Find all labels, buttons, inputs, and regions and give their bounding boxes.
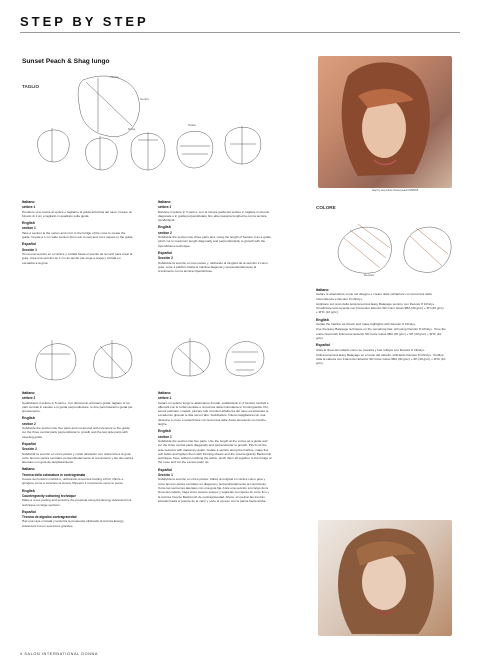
color-diagram bbox=[330, 212, 456, 278]
section-heading: settore 2 bbox=[158, 205, 172, 210]
section-heading: Countergravity cottoning technique bbox=[22, 493, 77, 498]
body-text: Haz una raya cruzada y texturiza la propuesta utilizando la técnica Energy Advanced Cut en secciones grandes. bbox=[22, 519, 124, 528]
language-heading: Español bbox=[158, 250, 172, 255]
page-footer: 4 SALON INTERNATIONAL DONNA bbox=[20, 652, 99, 656]
language-heading: Español bbox=[158, 467, 172, 472]
body-text: Isolate the hairline as shown and make highlights with Decolor 8 Infinity+. bbox=[316, 322, 417, 327]
body-text: Subdivida la sección en cinco partes. Utilice la longitud en vértice como guía y corte las tres partes centrales en diagonal y perpendicularmente al crecimiento. Corte las secciones laterales con una guía fija. Aísle una sección a lo largo de la línea del cabello, haga cinco suaves suaves y sujételas con tijeras de corte fino y la técnica Inverse Backcomb de contragravedad. Ahora, sin peinar las trenzas, júntelas hasta el puente de la nariz y corte el exceso con la palma hacia arriba. bbox=[158, 477, 270, 503]
diagram-label: Centro bbox=[140, 97, 150, 101]
section-heading: Sección 2 bbox=[158, 256, 173, 261]
language-heading: English bbox=[316, 317, 329, 322]
section-heading: settore 2 bbox=[22, 396, 36, 401]
diagram-label: Scala bbox=[188, 123, 196, 127]
language-heading: Español bbox=[22, 242, 36, 247]
body-text: Subdividir la sección en cinco partes y cortar alrededor con referencia a la guía: corte las tres partes centrales perpendicularmente al crecimiento y las dos partes laterales con guía de desplazamiento. bbox=[22, 451, 134, 465]
body-text: Dividere il settore in 3 parti e, con la misura guida del settore 2, tagliare in piccolo diagonale e in guida perpendicolare fino alla massima lunghezza con la tecnica Apri&Chiudi. bbox=[158, 209, 270, 223]
colore-label: COLORE bbox=[316, 205, 336, 210]
body-text: Utiliza la técnica Easy Balayage en el resto del cabello, utilizando Decolor 8 Infinity+. Tonifica toda la cabeza con Framcolor Eclectic SD Color Gloss 9BA (30 g/cc) + 9H (30 g/cc) + 9HC (10 g/cc). bbox=[316, 352, 446, 366]
body-text: Subdivide the section into three parts and, using the length of Section 2 as a guide, pinch cut to maximum length diagonally and perpendicularly to growth with the Open&Close technique. bbox=[158, 235, 272, 248]
language-heading: English bbox=[22, 416, 35, 421]
section-heading: settore 1 bbox=[22, 205, 36, 210]
body-text: Applicare sul resto della testa la tecnica Easy Balayage sempre con Decolor 8 Infinity+. Tonalizzare tutto la testa con Framcolor Eclectic SD Color Gloss 9BA (30 g/cc) + 9H (30 g/cc) + 9HC (10 g/cc). bbox=[316, 301, 444, 315]
body-text: Subdivide the section into five parts. Use the length at the vertex as a guide and cut the three central parts diagonally and perpendicular to growth. Pinch cut the side sections with stationary guide. Isolate a section along the hairline, make five soft twists and tighten them with thinning shears and the Countergravity Backcomb technique. Now, without combing the twists, pinch them all together to the bridge of the nose and cut the excess palm up. bbox=[158, 438, 272, 465]
diagram-label: Vertice bbox=[110, 75, 120, 79]
page-title: STEP BY STEP bbox=[20, 14, 149, 29]
language-heading: Italiano bbox=[22, 391, 35, 395]
body-text: Toma una sección en el vértice y córtala hasta el puente de la nariz para crear la guía. Crea una sección de 1 cm de ancho (de oreja a oreja) y córtala en escuadra a la guía. bbox=[22, 251, 133, 265]
language-heading: English bbox=[22, 221, 35, 226]
section-heading: Sección 1 bbox=[22, 247, 37, 252]
language-heading: Italiano bbox=[22, 200, 35, 204]
language-heading: Español bbox=[22, 441, 36, 446]
body-text: Creare dei fondoni morbidi e, utilizzando la tecnica Cutting a Pull, rifinire e spingere come a cotonare la ciocca. Ripetere il movimento verso le punte. bbox=[22, 477, 124, 486]
diagram-label: Nuca bbox=[128, 127, 136, 131]
body-text: Subdivide la sección en tres partes y, utilizando la longitud de la sección 2 como guía, corte a pellizco hasta la máxima diagonal y perpendicularmente al crecimiento con la técnica Open&Close. bbox=[158, 260, 268, 274]
cut-diagram-middle bbox=[22, 332, 302, 386]
language-heading: English bbox=[22, 488, 35, 493]
section-heading: Sección 1 bbox=[158, 473, 173, 478]
section-heading: section 1 bbox=[22, 226, 36, 231]
section-heading: Técnica de algodón contragravedad bbox=[22, 515, 77, 520]
style-title: Sunset Peach & Shag lungo bbox=[22, 58, 110, 65]
section-heading: section 2 bbox=[22, 421, 36, 426]
language-heading: English bbox=[158, 225, 171, 230]
language-heading: Italiano bbox=[158, 391, 171, 395]
portrait-illustration bbox=[318, 56, 452, 188]
section-heading: section 2 bbox=[158, 230, 172, 235]
body-text: Use the Easy Balayage technique on the remaining hair, still using Decolor 8 Infinity+. Tone the entire head with Framcolor Eclectic SD Color Gloss 9BA (30 g/cc) + 9H (30 g/cc) + 9HC (10 g/cc). bbox=[316, 327, 446, 340]
language-heading: Italiano bbox=[22, 467, 35, 472]
body-text: Isolare le attaccature come nel disegno e creare delle schiariture con la tecnica della Intermittenza e Decolor 8 Infinity+. bbox=[316, 292, 432, 301]
language-heading: Español bbox=[316, 343, 330, 348]
photo-caption: Step by step colore Sunset peach PRMVLB bbox=[372, 189, 419, 192]
cut-diagram-top bbox=[28, 70, 288, 192]
section-heading: Sección 2 bbox=[22, 447, 37, 452]
language-heading: Español bbox=[22, 509, 36, 514]
body-text: Suddividere il settore in 5 parti e, con riferimento al binario guida, tagliare le tre parti centrali in elevato e in guida perpendicolare, le due parti laterali in guida per spostamento. bbox=[22, 400, 133, 414]
section-heading: section 1 bbox=[158, 434, 172, 439]
text-block-section-1 bbox=[22, 197, 134, 266]
diagram-label: Decolor bbox=[364, 273, 375, 277]
taglio-label: TAGLIO bbox=[22, 84, 40, 89]
text-block-section-2 bbox=[158, 197, 272, 274]
body-text: Make a cross parting and texturize the proposal using the Energy Advanced Cut technique on large sections. bbox=[22, 498, 132, 507]
header-divider bbox=[20, 32, 460, 33]
text-block-colore bbox=[316, 285, 446, 367]
language-heading: Italiano bbox=[158, 200, 171, 204]
body-text: Prendere una ciocca al vertice e tagliarne la guida all'incirca del naso. Creare un binario di 1 cm e tagliarlo in quadrato sulla guida. bbox=[22, 209, 133, 218]
portrait-illustration bbox=[318, 520, 452, 636]
section-heading: Tecnica della cotonatura in controgranata bbox=[22, 472, 86, 477]
body-text: Take a section at the vertex and cut it to the bridge of the nose to create the guide. Create a 1 cm wide section (from ear to ear) and cut it square to the guide. bbox=[22, 230, 134, 240]
portrait-photo-bottom bbox=[318, 520, 452, 636]
portrait-photo-top bbox=[318, 56, 452, 188]
language-heading: Italiano bbox=[316, 288, 329, 292]
text-block-section-3 bbox=[22, 388, 134, 529]
body-text: Subdivide the section into five parts and cut around with reference to the guide: cut the three central parts perpendicular to growth and the two side parts with traveling guide. bbox=[22, 426, 131, 439]
language-heading: English bbox=[158, 429, 171, 434]
body-text: Isolare un settore lungo le attaccature frontali, suddividerlo in 3 fondoni morbidi e afferrarli con le forbici dentate e la tecnica della Cotonatura in Controgranita. Poi, senza pettinare i capelli, pinzare tutti i fondoni all'altezza del naso ed eliminare le eccedenze girando le dita verso l'alto. Suddividere l'intera capigliatura con una divisione a croce e testurizzare con la tecnica delle Asole lavorando su ciocche larghe. bbox=[158, 400, 269, 427]
body-text: Aísla la línea del cabello como se muestra y haz reflejos con Decolor 8 Infinity+. bbox=[316, 347, 426, 352]
section-heading: settore 1 bbox=[158, 396, 172, 401]
text-block-section-4 bbox=[158, 388, 272, 504]
